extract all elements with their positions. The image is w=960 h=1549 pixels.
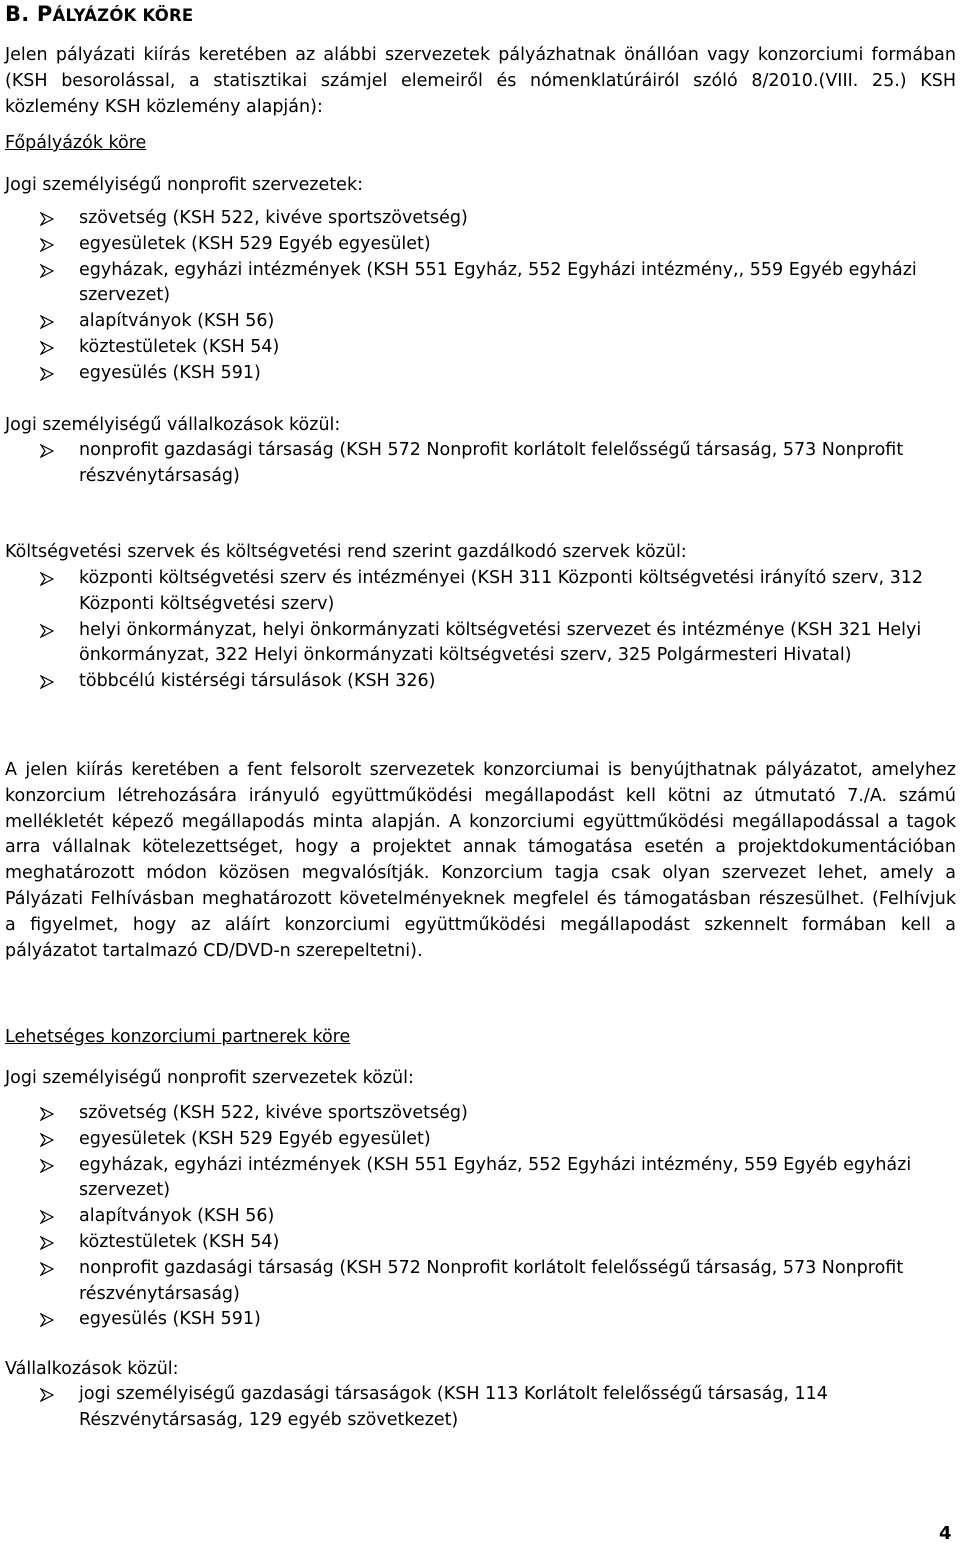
partners-companies-list [5, 1382, 956, 1434]
list-item [5, 309, 956, 335]
consortium-paragraph: A jelen kiírás keretében a fent felsorolt szervezetek konzorciumai is benyújthatnak pályázatot, amelyhez konzorcium létrehozására irányuló együttműködési megállapodást kell kötni az útmutató 7./A. számú mellékletét képező megállapodás minta alapján. A konzorciumi együttműködési megállapodással a tagok arra vállalnak kötelezettséget, hogy a projektet annak támogatása esetén a projektdokumentációban meghatározott módon közösen megvalósítják. Konzorcium tagja csak olyan szervezet lehet, amely a Pályázati Felhívásban meghatározott követelményeknek megfelel és támogatásban részesülhet. (Felhívjuk a figyelmet, hogy az aláírt konzorciumi együttműködési megállapodást szkennelt formában kell a pályázatot tartalmazó CD/DVD-n szerepeltetni). [5, 760, 956, 961]
main-applicants-subtitle [5, 131, 956, 157]
intro-paragraph: Jelen pályázati kiírás keretében az alábbi szervezetek pályázhatnak önállóan vagy konzorciumi formában (KSH besorolással, a statisztikai számjel elemeiről és nómenklatúráiról szóló 8/2010.(VIII. 25.) KSH közlemény KSH közlemény alapján): [5, 45, 956, 117]
list-item-text: egyesületek (KSH 529 Egyéb egyesület) [79, 1128, 431, 1149]
arrowhead-bullet-icon [40, 341, 54, 355]
section-title-initial: P [36, 2, 53, 26]
main-applicants-subtitle-text: Főpályázók köre [5, 133, 147, 153]
list-item [5, 1153, 956, 1205]
arrowhead-bullet-icon [40, 1133, 54, 1147]
arrowhead-bullet-icon [40, 367, 54, 381]
main-nonprofit-list [5, 206, 956, 387]
partners-nonprofit-heading: Jogi személyiségű nonprofit szervezetek közül: [5, 1068, 414, 1088]
arrowhead-bullet-icon [40, 1107, 54, 1121]
list-item-text: helyi önkormányzat, helyi önkormányzati költségvetési szervezet és intézménye (KSH 321 Helyi önkormányzat, 322 Helyi önkormányzati költségvetési szerv, 325 Polgármesteri Hivatal) [79, 619, 922, 666]
list-item [5, 1230, 956, 1256]
arrowhead-bullet-icon [40, 675, 54, 689]
list-item-text: egyesülés (KSH 591) [79, 1309, 261, 1330]
list-item-text: jogi személyiségű gazdasági társaságok (KSH 113 Korlátolt felelősségű társaság, 114 Részvénytársaság, 129 egyéb szövetkezet) [79, 1384, 828, 1430]
arrowhead-bullet-icon [40, 1262, 54, 1276]
partners-subtitle-text: Lehetséges konzorciumi partnerek köre [5, 1027, 351, 1047]
list-item-text: egyesülés (KSH 591) [79, 362, 261, 383]
arrowhead-bullet-icon [40, 1210, 54, 1224]
section-letter: B. [5, 2, 30, 26]
arrowhead-bullet-icon [40, 572, 54, 586]
list-item [5, 1307, 956, 1333]
list-item [5, 1256, 956, 1308]
arrowhead-bullet-icon [40, 1313, 54, 1327]
main-budget-heading: Költségvetési szervek és költségvetési rend szerint gazdálkodó szervek közül: [5, 542, 687, 562]
list-item [5, 335, 956, 361]
list-item-text: egyesületek (KSH 529 Egyéb egyesület) [79, 233, 431, 254]
list-item-text: alapítványok (KSH 56) [79, 1206, 275, 1227]
list-item [5, 206, 956, 232]
list-item [5, 618, 956, 670]
list-item [5, 1127, 956, 1153]
list-item [5, 258, 956, 310]
arrowhead-bullet-icon [40, 624, 54, 638]
main-nonprofit-heading: Jogi személyiségű nonprofit szervezetek: [5, 175, 363, 195]
list-item-text: szövetség (KSH 522, kivéve sportszövetség) [79, 208, 468, 228]
list-item [5, 361, 956, 387]
main-budget-list [5, 566, 956, 695]
arrowhead-bullet-icon [40, 315, 54, 329]
arrowhead-bullet-icon [40, 212, 54, 226]
list-item-text: alapítványok (KSH 56) [79, 311, 275, 332]
list-item-text: egyházak, egyházi intézmények (KSH 551 Egyház, 552 Egyházi intézmény,, 559 Egyéb egyházi szervezet) [79, 259, 917, 306]
arrowhead-bullet-icon [40, 1159, 54, 1173]
section-title-rest: ÁLYÁZÓK KÖRE [52, 6, 194, 25]
main-companies-list [5, 438, 956, 490]
list-item-text: nonprofit gazdasági társaság (KSH 572 Nonprofit korlátolt felelősségű társaság, 573 Nonprofit részvénytársaság) [79, 440, 904, 486]
list-item [5, 1101, 956, 1127]
list-item-text: szövetség (KSH 522, kivéve sportszövetség) [79, 1103, 468, 1123]
main-budget-list-wrap [5, 566, 956, 695]
section-heading [5, 2, 193, 26]
list-item-text: központi költségvetési szerv és intézményei (KSH 311 Központi költségvetési irányító szerv, 312 Központi költségvetési szerv) [79, 568, 924, 614]
arrowhead-bullet-icon [40, 1236, 54, 1250]
arrowhead-bullet-icon [40, 1388, 54, 1402]
list-item-text: többcélú kistérségi társulások (KSH 326) [79, 671, 436, 692]
list-item [5, 669, 956, 695]
list-item-text: egyházak, egyházi intézmények (KSH 551 Egyház, 552 Egyházi intézmény, 559 Egyéb egyházi szervezet) [79, 1154, 912, 1201]
list-item-text: köztestületek (KSH 54) [79, 1231, 280, 1252]
arrowhead-bullet-icon [40, 264, 54, 278]
list-item [5, 438, 956, 490]
main-companies-list-wrap [5, 438, 956, 490]
partners-nonprofit-list-wrap [5, 1101, 956, 1333]
partners-subtitle [5, 1025, 956, 1051]
page-number: 4 [939, 1523, 952, 1544]
section-title [37, 2, 193, 26]
list-item [5, 232, 956, 258]
list-item-text: nonprofit gazdasági társaság (KSH 572 Nonprofit korlátolt felelősségű társaság, 573 Nonprofit részvénytársaság) [79, 1257, 904, 1304]
main-nonprofit-list-wrap [5, 206, 956, 387]
partners-nonprofit-list [5, 1101, 956, 1333]
list-item-text: köztestületek (KSH 54) [79, 336, 280, 357]
arrowhead-bullet-icon [40, 444, 54, 458]
partners-companies-heading: Vállalkozások közül: [5, 1359, 179, 1379]
list-item [5, 1382, 956, 1434]
list-item [5, 566, 956, 618]
list-item [5, 1204, 956, 1230]
main-companies-heading: Jogi személyiségű vállalkozások közül: [5, 415, 341, 435]
partners-companies-list-wrap [5, 1382, 956, 1434]
arrowhead-bullet-icon [40, 238, 54, 252]
